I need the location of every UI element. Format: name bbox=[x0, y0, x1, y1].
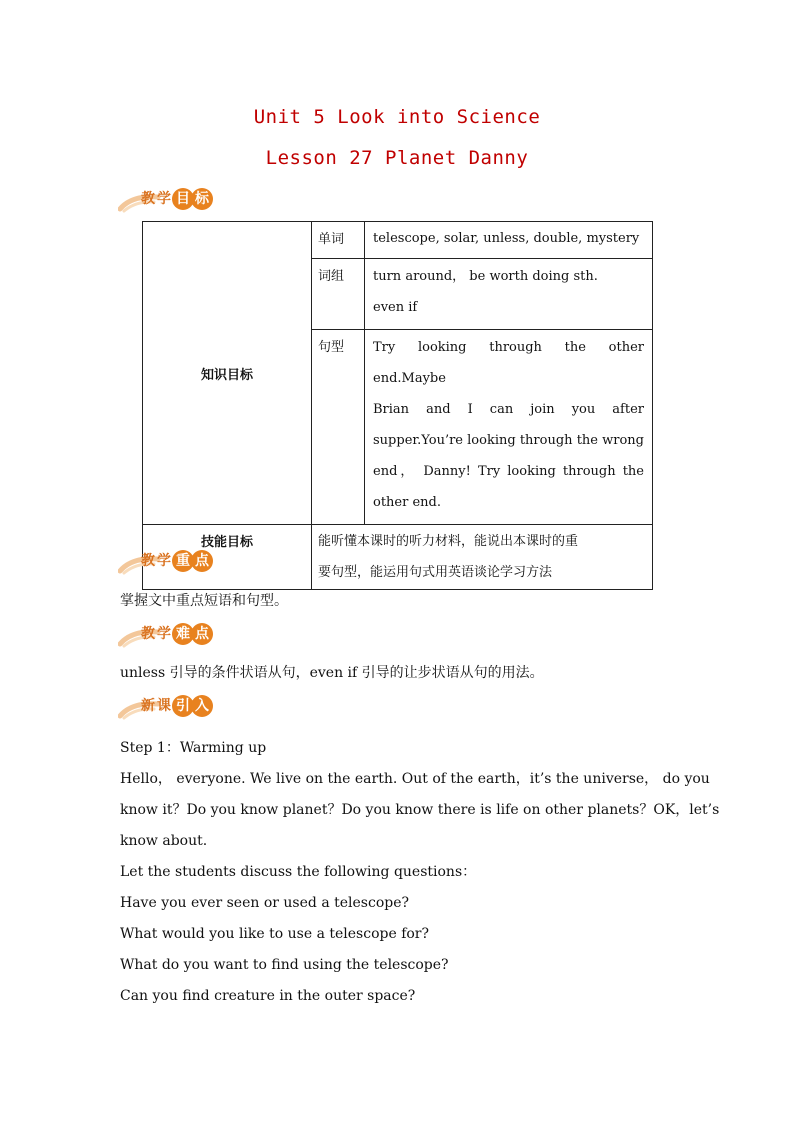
sentences-label: 句型 bbox=[312, 330, 365, 525]
badge-char: 教 bbox=[141, 626, 155, 642]
objectives-table bbox=[142, 221, 653, 590]
badge-char: 学 bbox=[157, 626, 171, 642]
badge-char: 学 bbox=[157, 553, 171, 569]
lesson-title: Lesson 27 Planet Danny bbox=[265, 147, 529, 169]
sentences-value bbox=[365, 330, 653, 525]
badge-char: 重 bbox=[172, 550, 194, 572]
intro-line: Let the students discuss the following questions： bbox=[120, 864, 477, 880]
sentence-line: end， Danny! Try looking through the bbox=[373, 464, 644, 479]
intro-line: Hello， everyone. We live on the earth. Out of the earth，it’s the universe， do you bbox=[120, 771, 710, 787]
introduction-body bbox=[120, 733, 720, 1012]
difficulties-text: unless 引导的条件状语从句，even if 引导的让步状语从句的用法。 bbox=[120, 665, 544, 681]
intro-line: know about. bbox=[120, 833, 208, 849]
intro-line: What would you like to use a telescope for? bbox=[120, 926, 429, 942]
section-badge-introduction bbox=[118, 694, 228, 720]
skill-value bbox=[312, 525, 653, 590]
section-badge-objectives bbox=[118, 187, 228, 213]
badge-char: 目 bbox=[172, 188, 194, 210]
knowledge-label: 知识目标 bbox=[143, 222, 312, 525]
words-text: telescope, solar, unless, double, mystery bbox=[373, 231, 640, 246]
sentence-line: other end. bbox=[373, 495, 441, 510]
badge-char: 学 bbox=[157, 191, 171, 207]
phrase-line: turn around， be worth doing sth. bbox=[373, 269, 598, 284]
words-label: 单词 bbox=[312, 222, 365, 259]
badge-char: 教 bbox=[141, 191, 155, 207]
skill-line: 能听懂本课时的听力材料，能说出本课时的重 bbox=[318, 534, 579, 549]
phrases-value bbox=[365, 259, 653, 330]
badge-char: 引 bbox=[172, 695, 194, 717]
badge-char: 标 bbox=[191, 188, 213, 210]
unit-title: Unit 5 Look into Science bbox=[253, 106, 541, 128]
skill-label: 技能目标 bbox=[143, 525, 312, 590]
intro-line: Have you ever seen or used a telescope? bbox=[120, 895, 409, 911]
sentence-line: Brian and I can join you after bbox=[373, 402, 644, 417]
skill-line: 要句型，能运用句式用英语谈论学习方法 bbox=[318, 565, 553, 580]
intro-line: Step 1：Warming up bbox=[120, 740, 267, 756]
sentence-line: supper.You’re looking through the wrong bbox=[373, 433, 644, 448]
phrases-label: 词组 bbox=[312, 259, 365, 330]
badge-char: 新 bbox=[141, 698, 155, 714]
badge-char: 教 bbox=[141, 553, 155, 569]
badge-char: 课 bbox=[157, 698, 171, 714]
badge-char: 难 bbox=[172, 623, 194, 645]
section-badge-key-points bbox=[118, 549, 228, 575]
phrase-line: even if bbox=[373, 300, 418, 315]
intro-line: What do you want to find using the telescope? bbox=[120, 957, 449, 973]
sentence-line: Try looking through the other end.Maybe bbox=[373, 340, 644, 386]
key-points-text: 掌握文中重点短语和句型。 bbox=[120, 593, 288, 609]
badge-char: 入 bbox=[191, 695, 213, 717]
badge-char: 点 bbox=[191, 550, 213, 572]
section-badge-difficulties bbox=[118, 622, 228, 648]
intro-line: Can you find creature in the outer space? bbox=[120, 988, 416, 1004]
words-value bbox=[365, 222, 653, 259]
intro-line: know it？Do you know planet？Do you know there is life on other planets？OK，let’s bbox=[120, 802, 720, 818]
badge-char: 点 bbox=[191, 623, 213, 645]
